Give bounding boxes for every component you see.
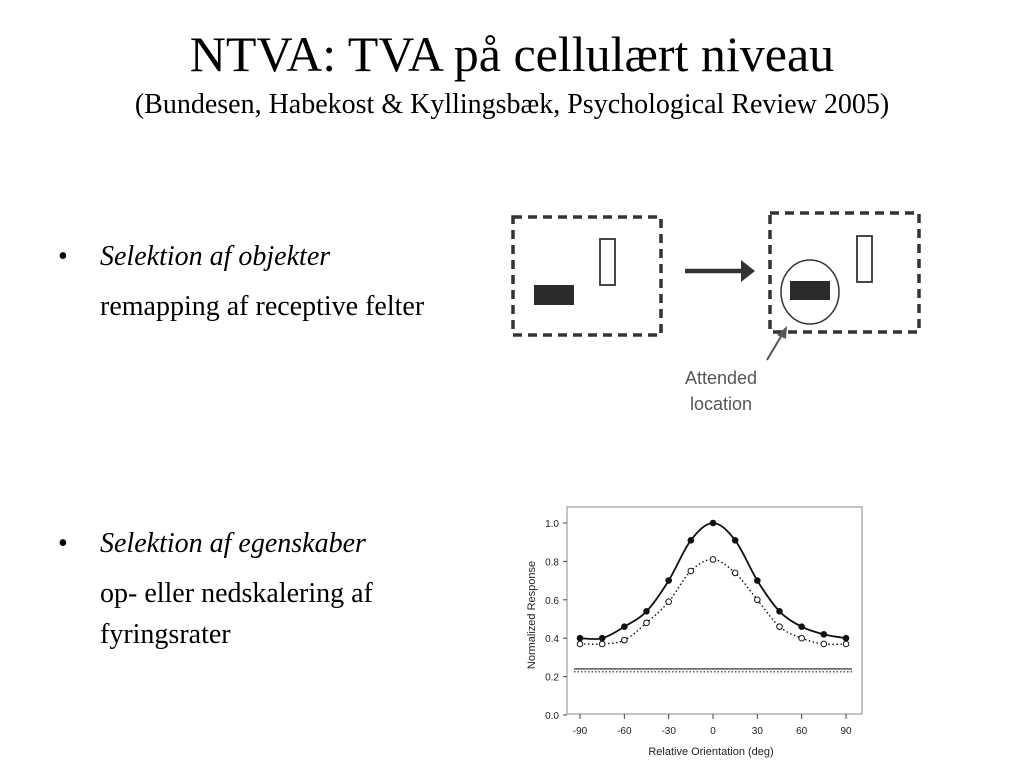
data-point-filled xyxy=(644,609,650,615)
data-point-filled xyxy=(710,520,716,526)
data-point-open xyxy=(577,641,583,647)
x-tick-label: 30 xyxy=(751,726,763,737)
x-axis-label: Relative Orientation (deg) xyxy=(648,746,774,758)
receptive-field-figure xyxy=(505,205,930,420)
data-point-filled xyxy=(688,537,694,543)
data-point-filled xyxy=(577,635,583,641)
data-point-open xyxy=(622,637,628,643)
y-tick-label: 0.0 xyxy=(545,711,559,722)
data-point-filled xyxy=(843,635,849,641)
data-point-filled xyxy=(799,624,805,630)
title-block xyxy=(0,24,1024,123)
receptive-field-before xyxy=(513,217,661,335)
filled-bar-stimulus xyxy=(534,285,574,305)
data-point-open xyxy=(710,557,716,563)
data-point-filled xyxy=(777,609,783,615)
data-point-filled xyxy=(622,624,628,630)
annotation-line-1: Attended xyxy=(684,368,758,388)
data-point-open xyxy=(777,624,783,630)
data-point-open xyxy=(666,599,672,605)
slide-subtitle: (Bundesen, Habekost & Kyllingsbæk, Psychological Review 2005) xyxy=(134,89,890,120)
data-point-filled xyxy=(732,537,738,543)
tuning-curve-chart xyxy=(505,505,865,765)
bullet-heading: Selektion af objekter xyxy=(100,241,331,272)
x-tick-label: 0 xyxy=(710,726,716,737)
y-tick-label: 0.2 xyxy=(545,672,559,684)
data-point-open xyxy=(599,641,605,647)
bullet-marker: • xyxy=(58,241,68,272)
data-point-open xyxy=(755,597,761,603)
data-point-filled xyxy=(821,632,827,638)
annotation-line-2: location xyxy=(689,394,753,414)
slide-title: NTVA: TVA på cellulært niveau xyxy=(189,26,835,82)
y-tick-label: 1.0 xyxy=(545,519,559,530)
x-tick-label: 60 xyxy=(796,726,808,737)
data-point-open xyxy=(843,641,849,647)
arrow-icon xyxy=(685,260,755,282)
x-tick-label: -60 xyxy=(617,726,632,737)
data-point-filled xyxy=(599,635,605,641)
bullet-marker: • xyxy=(58,528,68,559)
data-point-filled xyxy=(666,578,672,584)
bullet-heading: Selektion af egenskaber xyxy=(100,528,366,559)
data-point-open xyxy=(732,570,738,576)
data-point-open xyxy=(644,620,650,626)
filled-bar-stimulus xyxy=(790,281,830,300)
y-tick-label: 0.6 xyxy=(545,595,559,607)
bullet-description: remapping af receptive felter xyxy=(100,291,425,322)
x-tick-label: -30 xyxy=(661,726,676,737)
bullet-description: op- eller nedskalering af fyringsrater xyxy=(100,578,373,650)
data-point-open xyxy=(688,568,694,574)
chart-frame xyxy=(567,507,862,714)
open-bar-stimulus xyxy=(857,236,872,282)
y-axis-label: Normalized Response xyxy=(526,560,538,670)
open-bar-stimulus xyxy=(600,239,615,285)
y-tick-label: 0.4 xyxy=(545,634,559,646)
x-tick-label: 90 xyxy=(840,726,852,737)
x-tick-label: -90 xyxy=(572,726,588,737)
receptive-field-after xyxy=(770,213,919,332)
data-point-filled xyxy=(755,578,761,584)
data-point-open xyxy=(799,635,805,641)
data-point-open xyxy=(821,641,827,647)
y-tick-label: 0.8 xyxy=(545,557,559,569)
